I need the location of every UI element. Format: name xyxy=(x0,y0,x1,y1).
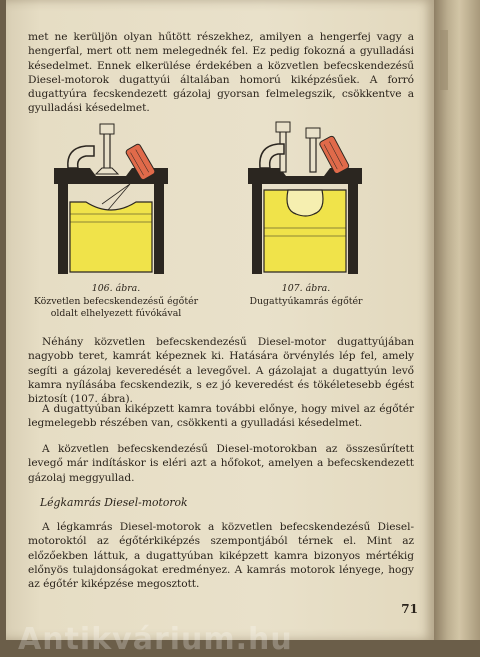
paragraph-2: Néhány közvetlen befecskendezésű Diesel-motor dugattyújában nagyobb teret, kamrát képeznek ki. Hatására örvénylés lép fel, amely segíti a gázolaj keveredését a levegővel. A gázolajat a dugattyún levő kamra nyílásába fecskendezik, s ez jó keveredést és tökéletesebb égést biztosít (107. ábra). xyxy=(28,336,414,406)
edge-shadow xyxy=(440,30,448,90)
paragraph-5: A légkamrás Diesel-motorok a közvetlen befecskendezésű Diesel-motoroktól az égőtérkiképzés szempontjából térnek el. Mint az előzőekben láttuk, a dugattyúban kiképzett kamra bizonyos mértékig előnyös tulajdonságokat eredményez. A kamrás motorok lényege, hogy az égőtér kiképzése megosztott. xyxy=(28,521,414,591)
caption-106 xyxy=(26,283,206,321)
paragraph-3: A dugattyúban kiképzett kamra további előnye, hogy mivel az égőtér legmelegebb részében van, csökkenti a gyulladási késedelmet. xyxy=(28,403,414,430)
paragraph-1: met ne kerüljön olyan hűtött részekhez, amilyen a hengerfej vagy a hengerfal, mert ott nem melegednék fel. Ez pedig fokozná a gyulladási késedelmet. Ennek elkerülése érdekében a közvetlen befecskendezésű Diesel-motorok dugattyúi általában homorú kiképzésűek. A forró dugattyúra fecskendezett gázolaj gyorsan felmelegszik, csökkentve a gyulladási késedelmet. xyxy=(28,31,414,115)
valve-stem xyxy=(104,132,110,172)
figure-number: 107. ábra. xyxy=(281,283,331,294)
injector xyxy=(319,135,350,174)
cylinder-wall-left xyxy=(58,182,68,274)
paragraph-4: A közvetlen befecskendezésű Diesel-motorokban az összesűrített levegő már indításkor is eléri azt a hőfokot, amelyen a befecskendezett gázolaj meggyullad. xyxy=(28,443,414,484)
figure-caption: Közvetlen befecskendezésű égőtér oldalt elhelyezett fúvókával xyxy=(33,295,199,319)
valve-stem-2 xyxy=(310,136,316,172)
cylinder-head xyxy=(248,168,362,184)
valve-head xyxy=(96,168,118,174)
valve-spring xyxy=(100,124,114,134)
figure-107 xyxy=(240,118,370,276)
cylinder-wall-right xyxy=(154,182,164,274)
figure-caption: Dugattyúkamrás égőtér xyxy=(249,295,363,307)
figure-106 xyxy=(46,118,176,276)
piston-chamber xyxy=(287,190,323,216)
cylinder-wall-left xyxy=(252,182,262,274)
intake-port xyxy=(68,146,94,168)
piston xyxy=(70,202,152,272)
figure-number: 106. ábra. xyxy=(91,283,141,294)
section-heading: Légkamrás Diesel-motorok xyxy=(40,496,188,509)
book-edge xyxy=(434,0,480,640)
caption-107 xyxy=(226,283,386,308)
watermark: Antikvárium.hu xyxy=(18,622,293,657)
cylinder-wall-right xyxy=(348,182,358,274)
page-number: 71 xyxy=(401,602,418,616)
